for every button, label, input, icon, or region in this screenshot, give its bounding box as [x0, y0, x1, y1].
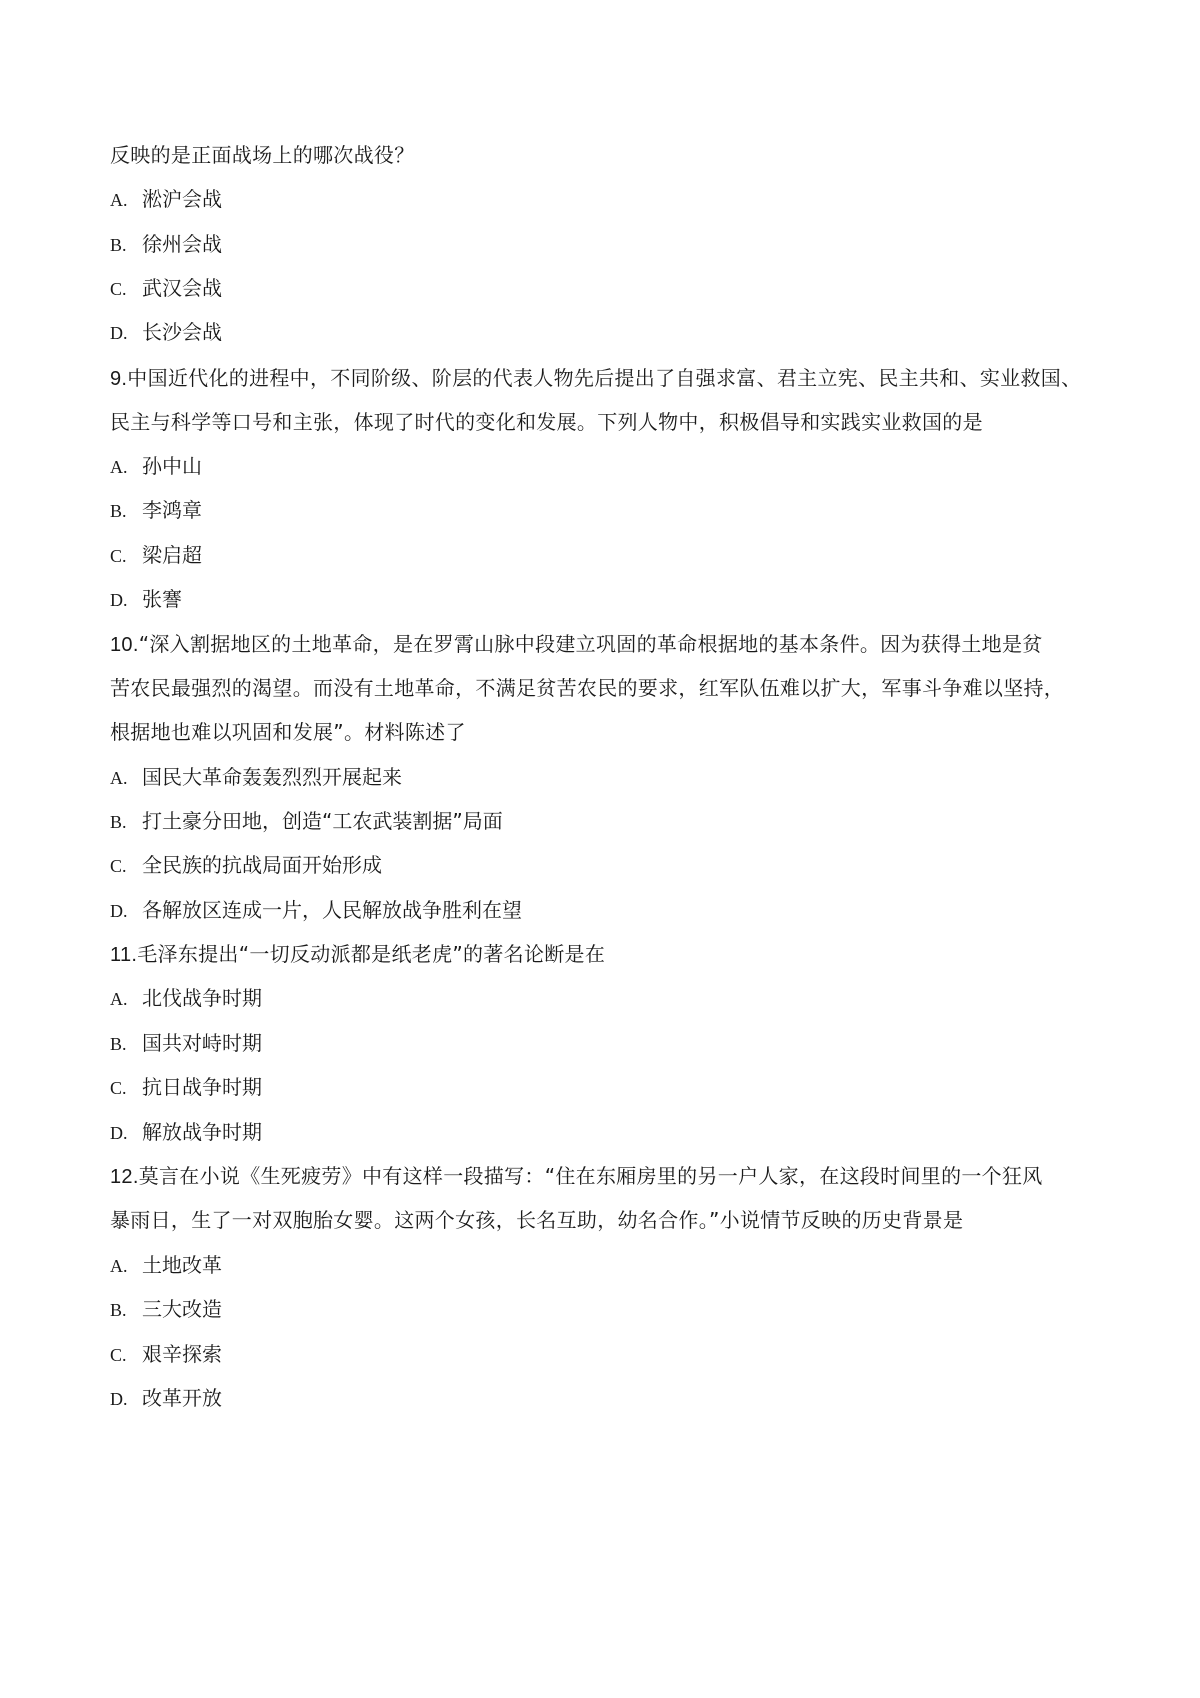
- question-9-stem-line-1: [110, 366, 1081, 391]
- option-text: 李鸿章: [142, 498, 202, 522]
- option-text: 抗日战争时期: [142, 1075, 262, 1099]
- question-12-option-a: [110, 1253, 222, 1278]
- option-letter: B.: [110, 235, 127, 255]
- question-10-stem-line-2: 苦农民最强烈的渴望。而没有土地革命，不满足贫苦农民的要求，红军队伍难以扩大，军事斗争难以坚持，: [110, 676, 1065, 700]
- question-10-option-b: [110, 809, 503, 834]
- option-text: 淞沪会战: [142, 187, 222, 211]
- option-letter: B.: [110, 812, 127, 832]
- question-10-stem-line-1: [110, 632, 1043, 657]
- stem-text: 中国近代化的进程中，不同阶级、阶层的代表人物先后提出了自强求富、君主立宪、民主共和、实业救国、: [127, 366, 1082, 390]
- option-text: 解放战争时期: [142, 1120, 262, 1144]
- option-text: 武汉会战: [142, 276, 222, 300]
- option-letter: B.: [110, 1034, 127, 1054]
- option-text: 艰辛探索: [142, 1342, 222, 1366]
- option-letter: C.: [110, 1345, 127, 1365]
- question-8-option-c: [110, 276, 222, 301]
- question-number: 12.: [110, 1166, 139, 1188]
- question-9-option-d: [110, 587, 182, 612]
- option-letter: B.: [110, 1300, 127, 1320]
- option-letter: D.: [110, 1123, 128, 1143]
- option-letter: C.: [110, 546, 127, 566]
- question-10-option-c: [110, 853, 382, 878]
- question-8-option-b: [110, 232, 222, 257]
- option-letter: C.: [110, 1078, 127, 1098]
- option-text: 国民大革命轰轰烈烈开展起来: [142, 765, 402, 789]
- question-12-stem-line-1: [110, 1164, 1043, 1189]
- option-text: 国共对峙时期: [142, 1031, 262, 1055]
- question-8-option-d: [110, 320, 222, 345]
- question-8-option-a: [110, 187, 222, 212]
- option-letter: A.: [110, 190, 128, 210]
- question-11-option-c: [110, 1075, 262, 1100]
- question-number: 10.: [110, 634, 139, 656]
- option-letter: D.: [110, 590, 128, 610]
- option-letter: D.: [110, 323, 128, 343]
- option-letter: A.: [110, 768, 128, 788]
- stem-text: 莫言在小说《生死疲劳》中有这样一段描写：“住在东厢房里的另一户人家，在这段时间里的一个狂风: [138, 1164, 1043, 1188]
- question-11-option-a: [110, 986, 262, 1011]
- question-11-option-b: [110, 1031, 262, 1056]
- stem-text: “深入割据地区的土地革命，是在罗霄山脉中段建立巩固的革命根据地的基本条件。因为获得土地是贫: [138, 632, 1043, 656]
- option-text: 全民族的抗战局面开始形成: [142, 853, 382, 877]
- question-10-stem-line-3: 根据地也难以巩固和发展”。材料陈述了: [110, 720, 466, 744]
- option-text: 打土豪分田地，创造“工农武装割据”局面: [142, 809, 503, 833]
- option-text: 张謇: [142, 587, 182, 611]
- question-10-option-a: [110, 765, 402, 790]
- stem-text: 毛泽东提出“一切反动派都是纸老虎”的著名论断是在: [137, 942, 606, 966]
- question-number: 9.: [110, 368, 128, 390]
- option-letter: C.: [110, 279, 127, 299]
- option-text: 孙中山: [142, 454, 202, 478]
- option-text: 各解放区连成一片，人民解放战争胜利在望: [142, 898, 522, 922]
- option-letter: D.: [110, 901, 128, 921]
- question-9-option-c: [110, 543, 202, 568]
- option-text: 改革开放: [142, 1386, 222, 1410]
- question-number: 11.: [110, 944, 138, 966]
- option-letter: A.: [110, 989, 128, 1009]
- option-letter: D.: [110, 1389, 128, 1409]
- option-text: 长沙会战: [142, 320, 222, 344]
- question-8-stem-tail: 反映的是正面战场上的哪次战役？: [110, 143, 415, 167]
- question-9-option-b: [110, 498, 202, 523]
- question-9-stem-line-2: 民主与科学等口号和主张，体现了时代的变化和发展。下列人物中，积极倡导和实践实业救国的是: [110, 410, 983, 434]
- option-text: 三大改造: [142, 1297, 222, 1321]
- question-12-option-c: [110, 1342, 222, 1367]
- question-12-option-d: [110, 1386, 222, 1411]
- question-11-option-d: [110, 1120, 262, 1145]
- option-text: 徐州会战: [142, 232, 222, 256]
- question-10-option-d: [110, 898, 522, 923]
- option-text: 北伐战争时期: [142, 986, 262, 1010]
- option-letter: A.: [110, 1256, 128, 1276]
- question-9-option-a: [110, 454, 202, 479]
- option-text: 土地改革: [142, 1253, 222, 1277]
- option-letter: A.: [110, 457, 128, 477]
- option-letter: C.: [110, 856, 127, 876]
- question-12-option-b: [110, 1297, 222, 1322]
- option-letter: B.: [110, 501, 127, 521]
- option-text: 梁启超: [142, 543, 202, 567]
- question-12-stem-line-2: 暴雨日，生了一对双胞胎女婴。这两个女孩，长名互助，幼名合作。”小说情节反映的历史背景是: [110, 1208, 964, 1232]
- question-11-stem-line-1: [110, 942, 605, 967]
